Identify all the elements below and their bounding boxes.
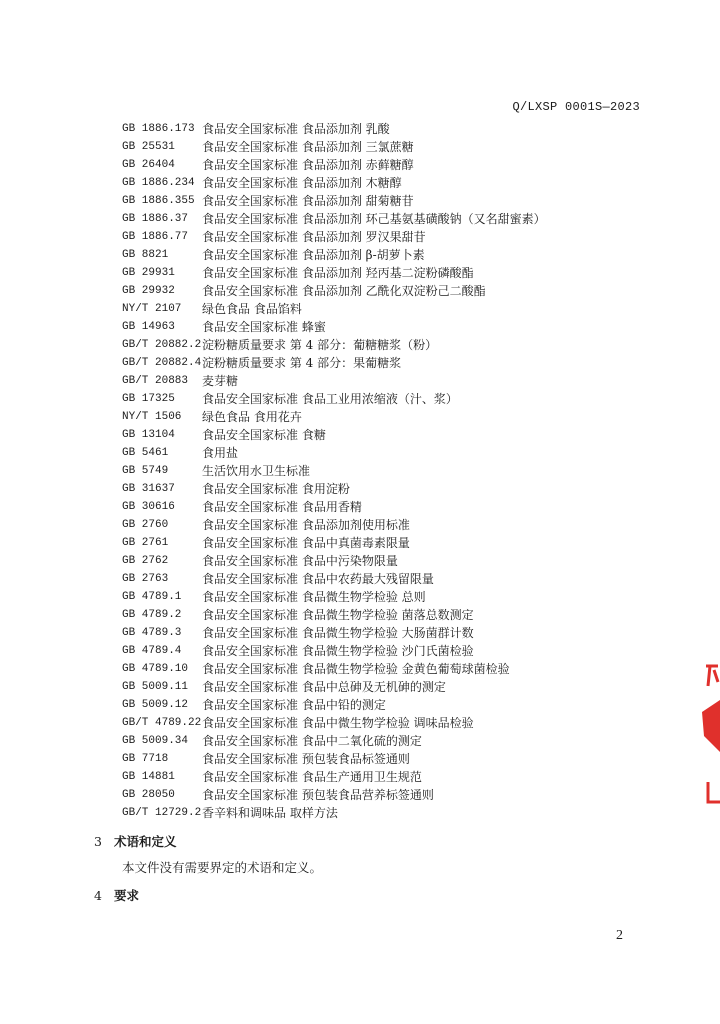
- reference-code: GB 1886.355: [122, 195, 195, 207]
- reference-title: 生活饮用水卫生标准: [202, 464, 311, 478]
- reference-code: GB/T 12729.2: [122, 807, 202, 819]
- reference-title: 食品安全国家标准 食糖: [202, 428, 326, 442]
- reference-code: GB 4789.3: [122, 627, 182, 639]
- reference-row: [122, 354, 622, 372]
- reference-row: [122, 156, 622, 174]
- reference-title: 食品安全国家标准 食品添加剂 木糖醇: [202, 176, 402, 190]
- reference-code: GB 2763: [122, 573, 169, 585]
- section-4-number: 4: [94, 888, 102, 903]
- reference-code: GB/T 20883: [122, 375, 189, 387]
- reference-code: GB 2762: [122, 555, 169, 567]
- reference-row: [122, 300, 622, 318]
- reference-row: [122, 570, 622, 588]
- reference-code: GB 30616: [122, 501, 175, 513]
- reference-row: [122, 210, 622, 228]
- reference-title: 食品安全国家标准 食品添加剂 甜菊糖苷: [202, 194, 414, 208]
- reference-title: 食品安全国家标准 预包装食品标签通则: [202, 752, 410, 766]
- reference-code: GB 4789.1: [122, 591, 182, 603]
- reference-code: GB/T 4789.22: [122, 717, 202, 729]
- reference-code: GB 17325: [122, 393, 175, 405]
- reference-code: GB 7718: [122, 753, 169, 765]
- reference-title: 食品安全国家标准 食品添加剂 乳酸: [202, 122, 390, 136]
- reference-title: 食品安全国家标准 食品微生物学检验 大肠菌群计数: [202, 626, 474, 640]
- document-code: Q/LXSP 0001S—2023: [512, 100, 640, 114]
- reference-title: 食品安全国家标准 食品中真菌毒素限量: [202, 536, 410, 550]
- reference-row: [122, 750, 622, 768]
- reference-code: GB 1886.77: [122, 231, 189, 243]
- reference-row: [122, 768, 622, 786]
- reference-title: 食用盐: [202, 446, 239, 460]
- reference-title: 麦芽糖: [202, 374, 239, 388]
- reference-title: 食品安全国家标准 食品添加剂 罗汉果甜苷: [202, 230, 426, 244]
- reference-code: GB 4789.4: [122, 645, 182, 657]
- reference-title: 食品安全国家标准 食品工业用浓缩液（汁、浆）: [202, 392, 458, 406]
- reference-title: 食品安全国家标准 食品中铅的测定: [202, 698, 386, 712]
- reference-title: 食品安全国家标准 食品添加剂 三氯蔗糖: [202, 140, 414, 154]
- reference-code: GB 1886.234: [122, 177, 195, 189]
- reference-code: GB 4789.2: [122, 609, 182, 621]
- reference-row: [122, 534, 622, 552]
- reference-title: 淀粉糖质量要求 第 4 部分：葡糖糖浆（粉）: [202, 338, 438, 352]
- reference-title: 食品安全国家标准 食品添加剂 乙酰化双淀粉己二酸酯: [202, 284, 486, 298]
- reference-title: 绿色食品 食用花卉: [202, 410, 302, 424]
- seal-stamp-fragment: [696, 660, 720, 820]
- section-3-number: 3: [94, 834, 102, 849]
- reference-row: [122, 660, 622, 678]
- reference-title: 食品安全国家标准 食品添加剂 β-胡萝卜素: [202, 248, 425, 262]
- reference-row: [122, 138, 622, 156]
- reference-row: [122, 624, 622, 642]
- reference-title: 淀粉糖质量要求 第 4 部分：果葡糖浆: [202, 356, 402, 370]
- section-3-heading: [94, 832, 177, 850]
- reference-code: GB 4789.10: [122, 663, 189, 675]
- section-3-title: 术语和定义: [114, 834, 177, 849]
- reference-title: 食品安全国家标准 食品添加剂 赤藓糖醇: [202, 158, 414, 172]
- reference-code: GB 5461: [122, 447, 169, 459]
- reference-title: 食品安全国家标准 食品中总砷及无机砷的测定: [202, 680, 446, 694]
- reference-title: 绿色食品 食品馅料: [202, 302, 302, 316]
- reference-title: 食品安全国家标准 食品中二氧化硫的测定: [202, 734, 422, 748]
- reference-code: NY/T 1506: [122, 411, 182, 423]
- reference-row: [122, 804, 622, 822]
- reference-row: [122, 732, 622, 750]
- normative-references-list: [122, 120, 622, 822]
- reference-row: [122, 786, 622, 804]
- reference-row: [122, 336, 622, 354]
- reference-title: 香辛料和调味品 取样方法: [202, 806, 338, 820]
- reference-code: GB 14963: [122, 321, 175, 333]
- reference-title: 食品安全国家标准 食品添加剂 羟丙基二淀粉磷酸酯: [202, 266, 474, 280]
- reference-row: [122, 246, 622, 264]
- reference-code: GB 2760: [122, 519, 169, 531]
- reference-code: GB 2761: [122, 537, 169, 549]
- reference-row: [122, 264, 622, 282]
- reference-title: 食品安全国家标准 食品微生物学检验 菌落总数测定: [202, 608, 474, 622]
- reference-title: 食品安全国家标准 食品添加剂 环己基氨基磺酸钠（又名甜蜜素）: [202, 212, 546, 226]
- reference-row: [122, 120, 622, 138]
- reference-row: [122, 318, 622, 336]
- reference-title: 食品安全国家标准 食品中微生物学检验 调味品检验: [202, 716, 474, 730]
- reference-title: 食品安全国家标准 食用淀粉: [202, 482, 350, 496]
- reference-code: GB 1886.173: [122, 123, 195, 135]
- reference-row: [122, 408, 622, 426]
- reference-code: GB 8821: [122, 249, 169, 261]
- reference-code: GB 31637: [122, 483, 175, 495]
- reference-row: [122, 678, 622, 696]
- reference-row: [122, 174, 622, 192]
- reference-code: GB 5009.34: [122, 735, 189, 747]
- reference-code: GB/T 20882.2: [122, 339, 202, 351]
- reference-code: GB 29931: [122, 267, 175, 279]
- reference-code: GB 28050: [122, 789, 175, 801]
- section-4-heading: [94, 886, 139, 904]
- section-4-title: 要求: [114, 888, 140, 903]
- reference-title: 食品安全国家标准 预包装食品营养标签通则: [202, 788, 434, 802]
- reference-row: [122, 228, 622, 246]
- reference-row: [122, 426, 622, 444]
- reference-row: [122, 696, 622, 714]
- reference-row: [122, 192, 622, 210]
- reference-title: 食品安全国家标准 食品中污染物限量: [202, 554, 398, 568]
- reference-code: GB 25531: [122, 141, 175, 153]
- reference-title: 食品安全国家标准 食品生产通用卫生规范: [202, 770, 422, 784]
- reference-row: [122, 498, 622, 516]
- reference-row: [122, 588, 622, 606]
- reference-title: 食品安全国家标准 食品添加剂使用标准: [202, 518, 410, 532]
- reference-code: GB 5749: [122, 465, 169, 477]
- reference-code: GB 5009.11: [122, 681, 189, 693]
- reference-row: [122, 282, 622, 300]
- reference-code: GB 13104: [122, 429, 175, 441]
- reference-title: 食品安全国家标准 食品微生物学检验 总则: [202, 590, 426, 604]
- reference-code: GB 29932: [122, 285, 175, 297]
- page-number: 2: [616, 928, 623, 943]
- reference-title: 食品安全国家标准 食品微生物学检验 金黄色葡萄球菌检验: [202, 662, 510, 676]
- reference-row: [122, 642, 622, 660]
- reference-code: NY/T 2107: [122, 303, 182, 315]
- reference-row: [122, 516, 622, 534]
- reference-row: [122, 714, 622, 732]
- reference-row: [122, 480, 622, 498]
- reference-code: GB 5009.12: [122, 699, 189, 711]
- reference-title: 食品安全国家标准 食品中农药最大残留限量: [202, 572, 434, 586]
- reference-row: [122, 444, 622, 462]
- reference-code: GB/T 20882.4: [122, 357, 202, 369]
- reference-row: [122, 606, 622, 624]
- section-3-body: 本文件没有需要界定的术语和定义。: [122, 860, 323, 875]
- reference-code: GB 26404: [122, 159, 175, 171]
- reference-title: 食品安全国家标准 蜂蜜: [202, 320, 326, 334]
- reference-row: [122, 372, 622, 390]
- reference-title: 食品安全国家标准 食品用香精: [202, 500, 362, 514]
- reference-code: GB 1886.37: [122, 213, 189, 225]
- reference-row: [122, 390, 622, 408]
- reference-row: [122, 552, 622, 570]
- reference-row: [122, 462, 622, 480]
- reference-title: 食品安全国家标准 食品微生物学检验 沙门氏菌检验: [202, 644, 474, 658]
- reference-code: GB 14881: [122, 771, 175, 783]
